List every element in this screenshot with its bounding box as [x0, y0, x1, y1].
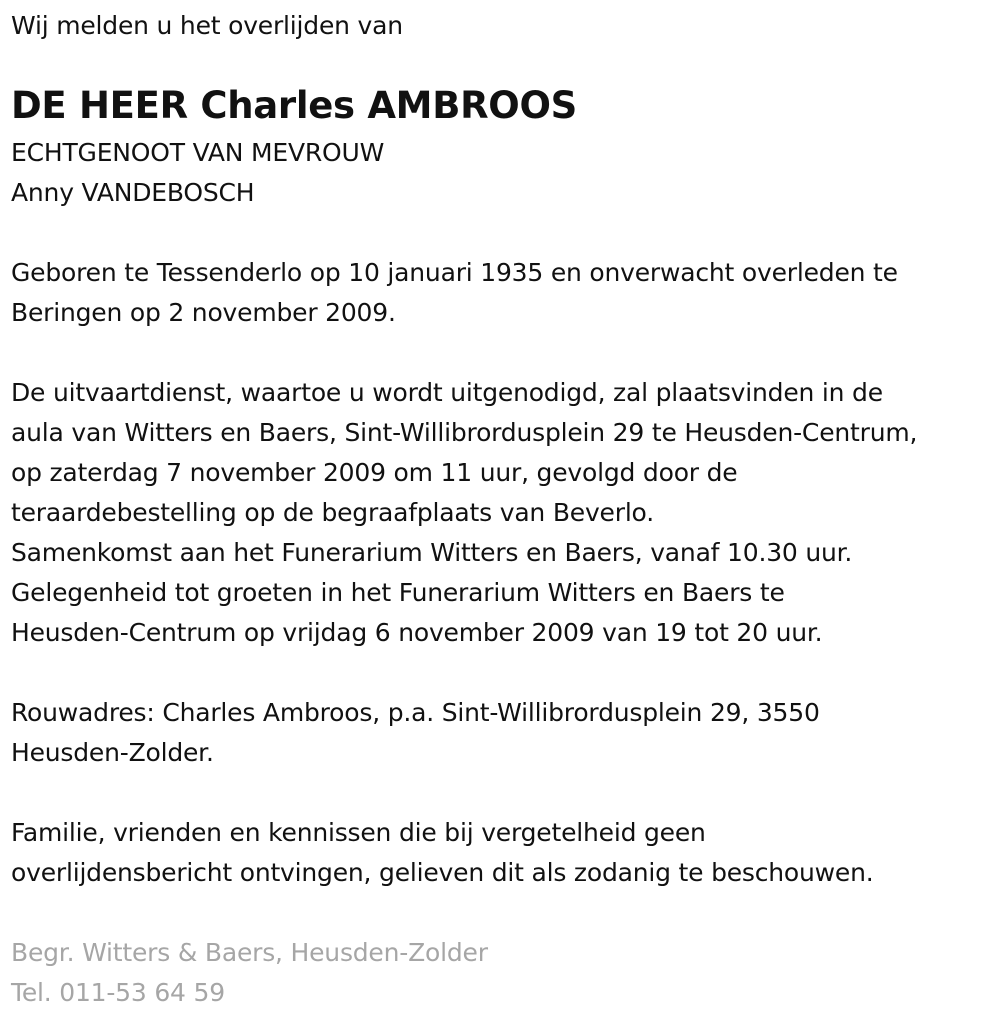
paragraph-line: overlijdensbericht ontvingen, gelieven dit als zodanig te beschouwen.: [11, 858, 874, 887]
undertaker-name: Begr. Witters & Baers, Heusden-Zolder: [11, 938, 488, 967]
spouse-title: ECHTGENOOT VAN MEVROUW: [11, 138, 385, 167]
paragraph-line: Heusden-Centrum op vrijdag 6 november 2009 van 19 tot 20 uur.: [11, 618, 823, 647]
spouse-block: [11, 133, 384, 213]
paragraph-line: Geboren te Tessenderlo op 10 januari 1935 en onverwacht overleden te: [11, 258, 898, 287]
paragraph-line: Rouwadres: Charles Ambroos, p.a. Sint-Willibrordusplein 29, 3550: [11, 698, 820, 727]
service-paragraph: [11, 373, 917, 653]
intro-text: Wij melden u het overlijden van: [11, 11, 403, 40]
family-note: [11, 813, 874, 893]
mourning-address: [11, 693, 820, 773]
undertaker-phone: Tel. 011-53 64 59: [11, 978, 225, 1007]
undertaker-footer: [11, 933, 488, 1013]
paragraph-line: De uitvaartdienst, waartoe u wordt uitgenodigd, zal plaatsvinden in de: [11, 378, 883, 407]
paragraph-line: Heusden-Zolder.: [11, 738, 214, 767]
paragraph-line: Gelegenheid tot groeten in het Funerarium Witters en Baers te: [11, 578, 785, 607]
paragraph-line: Samenkomst aan het Funerarium Witters en Baers, vanaf 10.30 uur.: [11, 538, 853, 567]
paragraph-line: aula van Witters en Baers, Sint-Willibrordusplein 29 te Heusden-Centrum,: [11, 418, 918, 447]
paragraph-line: teraardebestelling op de begraafplaats van Beverlo.: [11, 498, 654, 527]
paragraph-line: Familie, vrienden en kennissen die bij vergetelheid geen: [11, 818, 706, 847]
paragraph-line: Beringen op 2 november 2009.: [11, 298, 396, 327]
paragraph-line: op zaterdag 7 november 2009 om 11 uur, gevolgd door de: [11, 458, 738, 487]
spouse-name: Anny VANDEBOSCH: [11, 178, 255, 207]
deceased-name: DE HEER Charles AMBROOS: [11, 84, 577, 127]
birth-death-paragraph: [11, 253, 898, 333]
